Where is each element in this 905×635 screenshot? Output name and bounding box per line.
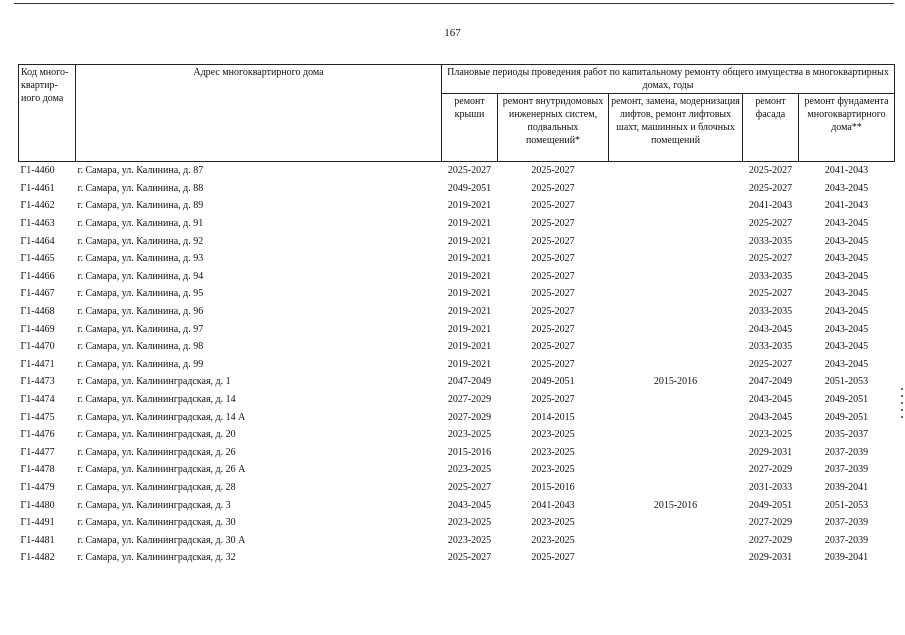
cell-foundation: 2043-2045 [824, 341, 869, 353]
cell-elevators [609, 338, 743, 356]
table-row [19, 303, 895, 321]
cell-engineering: 2025-2027 [531, 270, 575, 282]
cell-code: Г1-4460 [20, 165, 55, 177]
cell-address: г. Самара, ул. Калинина, д. 89 [77, 200, 204, 212]
cell-code: Г1-4481 [20, 534, 55, 546]
table-row [19, 408, 895, 426]
cell-code: Г1-4482 [20, 552, 55, 564]
cell-roof: 2019-2021 [447, 306, 492, 318]
cell-elevators [609, 426, 743, 444]
header-periods: Плановые периоды проведения работ по капитальному ремонту общего имущества в многоквартирных домах, годы [442, 65, 895, 94]
cell-roof: 2025-2027 [447, 481, 492, 493]
repair-schedule-table [18, 64, 895, 567]
cell-elevators [609, 444, 743, 462]
cell-code: Г1-4465 [20, 253, 55, 265]
cell-roof: 2027-2029 [447, 394, 492, 406]
table-row [19, 426, 895, 444]
cell-elevators [609, 479, 743, 497]
cell-elevators [609, 215, 743, 233]
cell-code: Г1-4468 [20, 306, 55, 318]
cell-roof: 2047-2049 [447, 376, 492, 388]
cell-elevators [609, 285, 743, 303]
cell-address: г. Самара, ул. Калининградская, д. 30 [77, 517, 236, 529]
cell-engineering: 2025-2027 [531, 552, 575, 564]
cell-address: г. Самара, ул. Калинина, д. 92 [77, 235, 204, 247]
cell-foundation: 2043-2045 [824, 235, 869, 247]
cell-facade: 2025-2027 [748, 165, 793, 177]
cell-facade: 2041-2043 [748, 200, 793, 212]
cell-foundation: 2041-2043 [824, 200, 869, 212]
cell-facade: 2025-2027 [748, 288, 793, 300]
table-row [19, 444, 895, 462]
cell-code: Г1-4462 [20, 200, 55, 212]
header-facade: ремонт фасада [743, 94, 799, 162]
table-row [19, 514, 895, 532]
cell-facade: 2047-2049 [748, 376, 793, 388]
cell-address: г. Самара, ул. Калинина, д. 94 [77, 270, 204, 282]
cell-engineering: 2023-2025 [531, 517, 575, 529]
table-row [19, 391, 895, 409]
table-row [19, 180, 895, 198]
cell-elevators [609, 549, 743, 567]
cell-engineering: 2025-2027 [531, 306, 575, 318]
cell-code: Г1-4463 [20, 218, 55, 230]
cell-code: Г1-4480 [20, 499, 55, 511]
cell-foundation: 2043-2045 [824, 270, 869, 282]
cell-engineering: 2023-2025 [531, 446, 575, 458]
cell-roof: 2019-2021 [447, 200, 492, 212]
cell-elevators [609, 531, 743, 549]
header-roof: ремонт крыши [442, 94, 498, 162]
header-foundation: ремонт фундамента многоквартирного дома** [799, 94, 895, 162]
cell-foundation: 2051-2053 [824, 499, 869, 511]
cell-code: Г1-4474 [20, 394, 55, 406]
cell-address: г. Самара, ул. Калининградская, д. 14 А [77, 411, 246, 423]
header-elevators: ремонт, замена, модернизация лифтов, ремонт лифтовых шахт, машинных и блочных помещений [609, 94, 743, 162]
cell-code: Г1-4479 [20, 481, 55, 493]
cell-code: Г1-4464 [20, 235, 55, 247]
cell-foundation: 2049-2051 [824, 394, 869, 406]
cell-code: Г1-4466 [20, 270, 55, 282]
cell-engineering: 2025-2027 [531, 394, 575, 406]
cell-address: г. Самара, ул. Калинина, д. 96 [77, 306, 204, 318]
cell-facade: 2027-2029 [748, 464, 793, 476]
table-row [19, 338, 895, 356]
cell-roof: 2015-2016 [447, 446, 492, 458]
cell-elevators [609, 180, 743, 198]
cell-facade: 2029-2031 [748, 552, 793, 564]
cell-foundation: 2041-2043 [824, 165, 869, 177]
cell-elevators [609, 461, 743, 479]
table-row [19, 461, 895, 479]
header-engineering: ремонт внутридомовых инженерных систем, подвальных помещений* [498, 94, 609, 162]
cell-facade: 2031-2033 [748, 481, 793, 493]
cell-facade: 2025-2027 [748, 253, 793, 265]
cell-roof: 2019-2021 [447, 288, 492, 300]
cell-code: Г1-4491 [20, 517, 55, 529]
cell-address: г. Самара, ул. Калининградская, д. 30 А [77, 534, 246, 546]
cell-roof: 2027-2029 [447, 411, 492, 423]
cell-facade: 2043-2045 [748, 394, 793, 406]
cell-roof: 2025-2027 [447, 165, 492, 177]
cell-address: г. Самара, ул. Калининградская, д. 14 [77, 394, 236, 406]
cell-facade: 2025-2027 [748, 218, 793, 230]
cell-facade: 2043-2045 [748, 411, 793, 423]
cell-code: Г1-4461 [20, 182, 55, 194]
cell-foundation: 2037-2039 [824, 534, 869, 546]
cell-address: г. Самара, ул. Калинина, д. 87 [77, 165, 204, 177]
cell-foundation: 2043-2045 [824, 218, 869, 230]
cell-roof: 2019-2021 [447, 341, 492, 353]
cell-address: г. Самара, ул. Калининградская, д. 1 [77, 376, 231, 388]
cell-foundation: 2037-2039 [824, 517, 869, 529]
cell-foundation: 2043-2045 [824, 323, 869, 335]
cell-roof: 2019-2021 [447, 358, 492, 370]
table-row [19, 162, 895, 180]
cell-elevators [609, 356, 743, 374]
cell-roof: 2043-2045 [447, 499, 492, 511]
cell-engineering: 2025-2027 [531, 200, 575, 212]
cell-facade: 2033-2035 [748, 341, 793, 353]
cell-engineering: 2025-2027 [531, 165, 575, 177]
cell-roof: 2019-2021 [447, 270, 492, 282]
cell-elevators [609, 514, 743, 532]
cell-foundation: 2037-2039 [824, 464, 869, 476]
cell-address: г. Самара, ул. Калинина, д. 98 [77, 341, 204, 353]
cell-roof: 2023-2025 [447, 464, 492, 476]
cell-foundation: 2049-2051 [824, 411, 869, 423]
table-row [19, 549, 895, 567]
cell-code: Г1-4469 [20, 323, 55, 335]
cell-engineering: 2025-2027 [531, 358, 575, 370]
cell-address: г. Самара, ул. Калинина, д. 97 [77, 323, 204, 335]
cell-roof: 2019-2021 [447, 253, 492, 265]
header-code: Код много-квартир-иого дома [19, 65, 76, 162]
cell-facade: 2033-2035 [748, 306, 793, 318]
cell-roof: 2019-2021 [447, 218, 492, 230]
cell-roof: 2023-2025 [447, 429, 492, 441]
table-body [19, 162, 895, 567]
cell-engineering: 2049-2051 [531, 376, 575, 388]
cell-foundation: 2039-2041 [824, 481, 869, 493]
cell-elevators: 2015-2016 [653, 499, 698, 511]
cell-elevators [609, 391, 743, 409]
cell-engineering: 2025-2027 [531, 235, 575, 247]
cell-address: г. Самара, ул. Калининградская, д. 20 [77, 429, 236, 441]
cell-elevators [609, 197, 743, 215]
cell-facade: 2049-2051 [748, 499, 793, 511]
cell-engineering: 2025-2027 [531, 323, 575, 335]
cell-elevators: 2015-2016 [653, 376, 698, 388]
table-row [19, 320, 895, 338]
table-row [19, 197, 895, 215]
cell-code: Г1-4473 [20, 376, 55, 388]
cell-foundation: 2043-2045 [824, 306, 869, 318]
cell-elevators [609, 250, 743, 268]
cell-engineering: 2025-2027 [531, 218, 575, 230]
cell-address: г. Самара, ул. Калининградская, д. 32 [77, 552, 236, 564]
cell-foundation: 2043-2045 [824, 288, 869, 300]
table-row [19, 232, 895, 250]
cell-address: г. Самара, ул. Калининградская, д. 3 [77, 499, 231, 511]
table-row [19, 285, 895, 303]
cell-engineering: 2023-2025 [531, 464, 575, 476]
cell-facade: 2033-2035 [748, 270, 793, 282]
table-row [19, 250, 895, 268]
cell-foundation: 2043-2045 [824, 253, 869, 265]
cell-elevators [609, 162, 743, 180]
cell-address: г. Самара, ул. Калинина, д. 95 [77, 288, 204, 300]
cell-facade: 2027-2029 [748, 517, 793, 529]
cell-roof: 2023-2025 [447, 517, 492, 529]
cell-foundation: 2043-2045 [824, 182, 869, 194]
cell-code: Г1-4478 [20, 464, 55, 476]
cell-roof: 2025-2027 [447, 552, 492, 564]
cell-address: г. Самара, ул. Калинина, д. 91 [77, 218, 204, 230]
cell-address: г. Самара, ул. Калининградская, д. 26 А [77, 464, 246, 476]
cell-engineering: 2025-2027 [531, 253, 575, 265]
cell-engineering: 2015-2016 [531, 481, 575, 493]
cell-facade: 2033-2035 [748, 235, 793, 247]
cell-code: Г1-4470 [20, 341, 55, 353]
cell-address: г. Самара, ул. Калинина, д. 93 [77, 253, 204, 265]
cell-elevators [609, 408, 743, 426]
cell-address: г. Самара, ул. Калинина, д. 99 [77, 358, 204, 370]
cell-code: Г1-4476 [20, 429, 55, 441]
cell-elevators [609, 232, 743, 250]
cell-facade: 2023-2025 [748, 429, 793, 441]
cell-foundation: 2039-2041 [824, 552, 869, 564]
cell-address: г. Самара, ул. Калининградская, д. 28 [77, 481, 236, 493]
table-row [19, 479, 895, 497]
cell-roof: 2019-2021 [447, 323, 492, 335]
cell-elevators [609, 303, 743, 321]
cell-foundation: 2043-2045 [824, 358, 869, 370]
cell-engineering: 2041-2043 [531, 499, 575, 511]
table-row [19, 496, 895, 514]
cell-code: Г1-4475 [20, 411, 55, 423]
cell-facade: 2025-2027 [748, 358, 793, 370]
table-row [19, 215, 895, 233]
cell-engineering: 2023-2025 [531, 534, 575, 546]
table-row [19, 373, 895, 391]
cell-elevators [609, 320, 743, 338]
cell-engineering: 2025-2027 [531, 288, 575, 300]
table-row [19, 268, 895, 286]
scan-marks [901, 388, 904, 423]
cell-engineering: 2023-2025 [531, 429, 575, 441]
header-address: Адрес многоквартирного дома [76, 65, 442, 162]
cell-elevators [609, 268, 743, 286]
cell-facade: 2025-2027 [748, 182, 793, 194]
table-row [19, 356, 895, 374]
table-row [19, 531, 895, 549]
cell-code: Г1-4477 [20, 446, 55, 458]
cell-code: Г1-4467 [20, 288, 55, 300]
cell-roof: 2019-2021 [447, 235, 492, 247]
cell-engineering: 2025-2027 [531, 341, 575, 353]
cell-facade: 2043-2045 [748, 323, 793, 335]
cell-facade: 2029-2031 [748, 446, 793, 458]
cell-foundation: 2051-2053 [824, 376, 869, 388]
table-header [19, 65, 895, 162]
cell-address: г. Самара, ул. Калинина, д. 88 [77, 182, 204, 194]
cell-roof: 2049-2051 [447, 182, 492, 194]
top-rule [14, 3, 894, 4]
cell-code: Г1-4471 [20, 358, 55, 370]
cell-facade: 2027-2029 [748, 534, 793, 546]
cell-engineering: 2025-2027 [531, 182, 575, 194]
cell-foundation: 2037-2039 [824, 446, 869, 458]
cell-roof: 2023-2025 [447, 534, 492, 546]
page-number: 167 [444, 27, 461, 39]
cell-address: г. Самара, ул. Калининградская, д. 26 [77, 446, 236, 458]
cell-foundation: 2035-2037 [824, 429, 869, 441]
cell-engineering: 2014-2015 [531, 411, 575, 423]
